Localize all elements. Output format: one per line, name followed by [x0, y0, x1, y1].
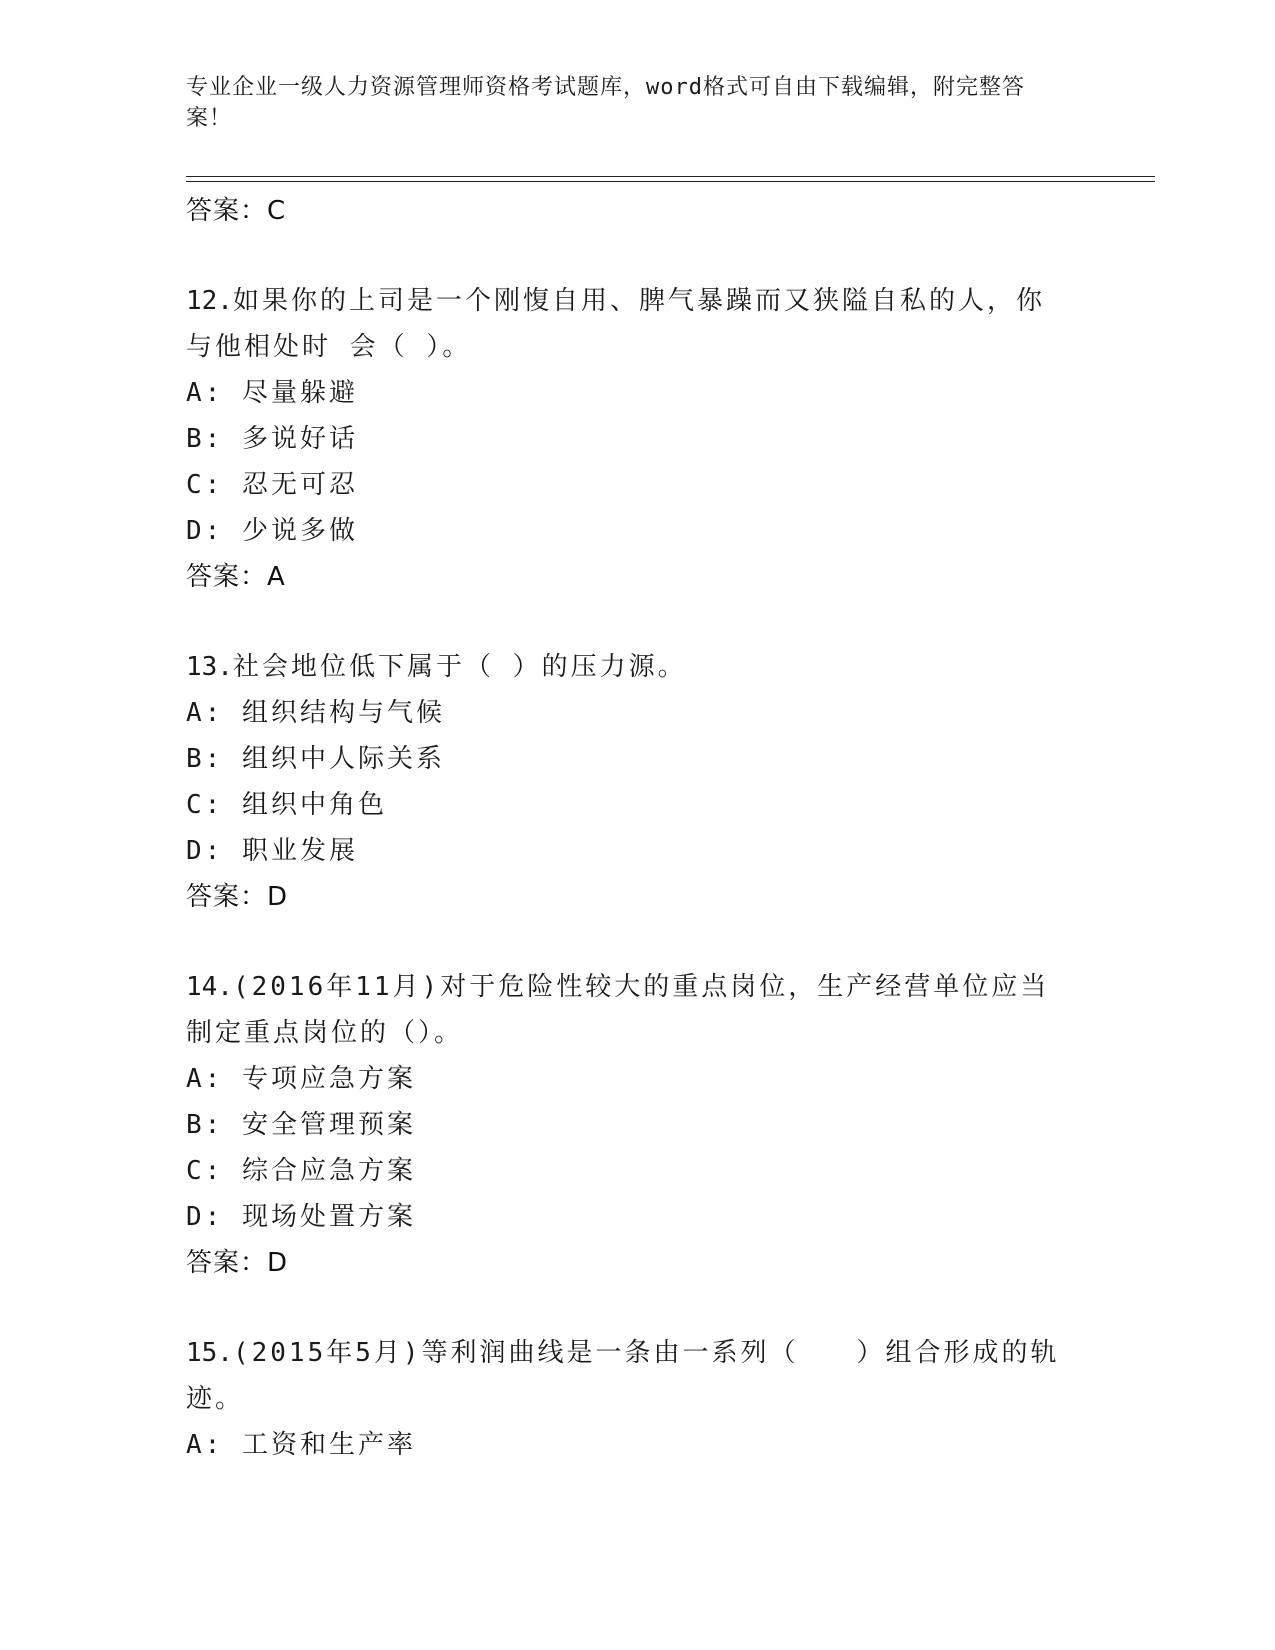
- question-stem: [186, 964, 1066, 1056]
- option-d: D: 现场处置方案: [186, 1202, 416, 1232]
- header-rule-top: [186, 176, 1155, 177]
- option-c: C: 忍无可忍: [186, 470, 358, 500]
- question-number: 12.: [186, 286, 233, 316]
- option-a: A: 工资和生产率: [186, 1430, 416, 1460]
- question-stem: [186, 1330, 1066, 1422]
- answer-line: 答案：A: [186, 562, 286, 592]
- question-stem: [186, 644, 1066, 690]
- question-list: [186, 188, 1066, 1468]
- option-a: A: 尽量躲避: [186, 378, 358, 408]
- header-rule-bottom: [186, 181, 1155, 182]
- option-b: B: 组织中人际关系: [186, 744, 445, 774]
- question-text: (2015年5月)等利润曲线是一条由一系列（ ）组合形成的轨迹。: [186, 1338, 1060, 1414]
- spacer: [186, 1286, 1066, 1330]
- question-block: [186, 1330, 1066, 1468]
- question-text: 社会地位低下属于（ ）的压力源。: [232, 652, 687, 682]
- option-b: B: 安全管理预案: [186, 1110, 416, 1140]
- option-b: B: 多说好话: [186, 424, 358, 454]
- document-page: [186, 0, 1156, 1650]
- option-a: A: 专项应急方案: [186, 1064, 416, 1094]
- page-header-text: 专业企业一级人力资源管理师资格考试题库，word格式可自由下载编辑，附完整答案！: [186, 75, 1025, 131]
- spacer: [186, 920, 1066, 964]
- question-number: 14.: [186, 972, 233, 1002]
- question-number: 13.: [186, 652, 233, 682]
- question-text: 如果你的上司是一个刚愎自用、脾气暴躁而又狭隘自私的人，你与他相处时 会（ ）。: [186, 286, 1045, 362]
- question-block: [186, 644, 1066, 920]
- question-number: 15.: [186, 1338, 233, 1368]
- question-stem: [186, 278, 1066, 370]
- question-block: [186, 278, 1066, 600]
- answer-line: 答案：C: [186, 196, 287, 226]
- spacer: [186, 234, 1066, 278]
- option-c: C: 综合应急方案: [186, 1156, 416, 1186]
- answer-line: 答案：D: [186, 1248, 289, 1278]
- question-text: (2016年11月)对于危险性较大的重点岗位，生产经营单位应当制定重点岗位的（）。: [186, 972, 1050, 1048]
- option-a: A: 组织结构与气候: [186, 698, 445, 728]
- answer-line: 答案：D: [186, 882, 289, 912]
- option-d: D: 少说多做: [186, 516, 358, 546]
- question-block: [186, 964, 1066, 1286]
- option-c: C: 组织中角色: [186, 790, 387, 820]
- spacer: [186, 600, 1066, 644]
- option-d: D: 职业发展: [186, 836, 358, 866]
